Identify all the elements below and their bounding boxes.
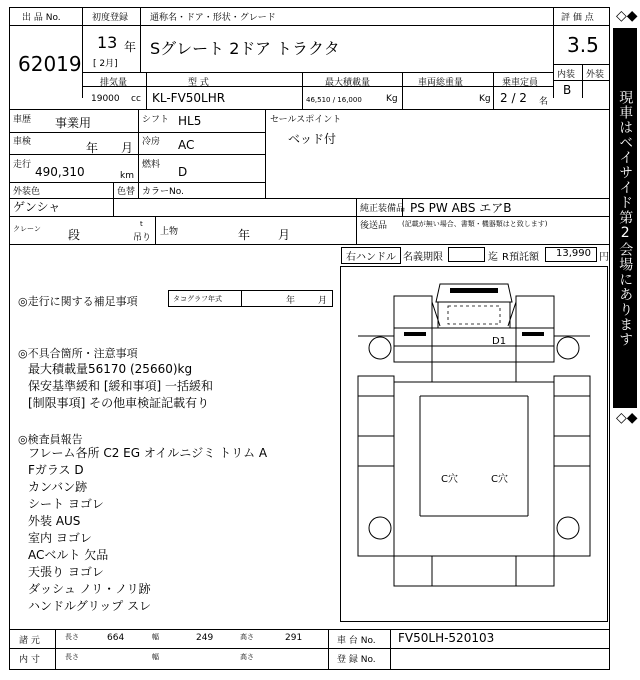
inner-length-label: 長さ — [65, 653, 79, 661]
defect-label: ◎不具合箇所・注意事項 — [18, 347, 138, 360]
defect-line: [制限事項] その他車検証記載有り — [28, 396, 210, 410]
inspection-year: 年 — [86, 141, 99, 155]
crane-label: クレーン — [13, 225, 41, 233]
rule — [553, 7, 554, 98]
width-label: 幅 — [152, 633, 159, 641]
capacity-value: 2 / 2 — [500, 91, 527, 105]
model-name: Sグレート 2ドア トラクタ — [150, 39, 340, 58]
rule — [9, 216, 356, 217]
rule — [390, 629, 391, 670]
length-value: 664 — [107, 633, 125, 643]
steering-badge: 右ハンドル — [341, 247, 401, 264]
inspector-line: シート ヨゴレ — [28, 497, 104, 511]
inspector-line: フレーム各所 C2 EG オイルニジミ トリム A — [28, 446, 268, 460]
tax-label: R預託額 — [502, 252, 539, 263]
tax-unit: 円 — [599, 252, 609, 263]
inspector-line: Fガラス D — [28, 463, 84, 477]
top-label: 上物 — [160, 227, 179, 237]
max-load-value: 46,510 / 16,000 — [306, 96, 362, 104]
inner-label: 内 寸 — [19, 655, 40, 665]
history-label: 車歴 — [13, 115, 32, 125]
inspector-line: カンバン跡 — [28, 480, 88, 494]
mark-d1: D1 — [492, 336, 507, 347]
rule — [82, 86, 553, 87]
color-label: 外装色 — [13, 187, 41, 197]
inspector-list — [28, 445, 267, 615]
gross-weight-unit: Kg — [479, 94, 491, 104]
name-change-box — [448, 247, 485, 262]
rule — [402, 198, 403, 216]
grade-label: 評 価 点 — [561, 13, 594, 23]
color-change-label: 色替 — [117, 187, 136, 197]
rule — [493, 72, 494, 109]
driving-notes-label: ◎走行に関する補足事項 — [18, 295, 138, 308]
rule — [9, 629, 610, 630]
inspection-month: 月 — [121, 141, 134, 155]
rule — [82, 7, 83, 98]
rule — [146, 72, 147, 109]
reg-year-unit: 年 — [124, 40, 137, 54]
chassis-value: FV50LH-520103 — [398, 631, 495, 645]
mileage-value: 490,310 — [35, 165, 85, 179]
tachograph-year: 年 — [286, 296, 296, 306]
rule — [553, 80, 610, 81]
rule — [356, 198, 357, 244]
rule — [140, 25, 141, 72]
mark-c-left: C穴 — [441, 474, 458, 485]
rule — [241, 290, 242, 306]
inspector-line: ハンドルグリップ スレ — [28, 599, 152, 613]
rule — [356, 216, 610, 217]
shift-value: HL5 — [178, 114, 202, 128]
length-label: 長さ — [65, 633, 79, 641]
fuel-label: 燃料 — [142, 160, 161, 170]
inner-height-label: 高さ — [240, 653, 254, 661]
tax-prefix: 迄 — [488, 252, 498, 263]
lot-label: 出 品 No. — [22, 13, 61, 23]
lot-number: 62019 — [18, 52, 82, 76]
inner-width-label: 幅 — [152, 653, 159, 661]
exterior-label: 外装 — [586, 70, 605, 80]
rule — [113, 182, 114, 216]
spec-label: 諸 元 — [19, 636, 40, 646]
displacement-value: 19000 — [91, 94, 120, 104]
inspection-label: 車検 — [13, 137, 32, 147]
interior-grade: B — [563, 83, 572, 97]
retrofit-note: (記載が無い場合、書類・機器類はと致します) — [402, 220, 548, 228]
venue-banner: 現車はベイサイド第2会場にあります — [613, 28, 637, 408]
rule — [553, 25, 610, 26]
model-code: KL-FV50LHR — [152, 91, 226, 105]
gross-weight-label: 車両総重量 — [418, 78, 464, 88]
max-load-unit: Kg — [386, 94, 398, 104]
inspector-label: ◎検査員報告 — [18, 433, 83, 446]
top-month: 月 — [278, 228, 291, 242]
rule — [82, 25, 553, 26]
ac-label: 冷房 — [142, 137, 161, 147]
defect-line: 保安基準緩和 [緩和事項] 一括緩和 — [28, 379, 213, 393]
crane-step: 段 — [68, 228, 81, 242]
width-value: 249 — [196, 633, 214, 643]
rule — [328, 629, 329, 670]
defect-line: 最大積載量56170 (25660)kg — [28, 362, 193, 376]
side-diamond-top: ◇◆ — [616, 8, 638, 24]
truck-outline-diagram — [340, 266, 608, 622]
capacity-label: 乗車定員 — [502, 78, 539, 88]
tachograph-label: タコグラフ年式 — [173, 295, 222, 303]
first-reg-label: 初度登録 — [92, 13, 129, 23]
sales-point-label: セールスポイント — [270, 115, 342, 125]
registration-label: 登 録 No. — [337, 655, 376, 665]
rule — [9, 109, 610, 110]
model-code-label: 型 式 — [188, 78, 209, 88]
rule — [9, 182, 265, 183]
max-load-label: 最大積載量 — [325, 78, 371, 88]
equipment-value: PS PW ABS エアB — [410, 201, 512, 215]
chassis-label: 車 台 No. — [337, 636, 376, 646]
model-name-label: 通称名・ドア・形状・グレード — [150, 13, 276, 23]
rule — [582, 64, 583, 98]
height-value: 291 — [285, 633, 303, 643]
defect-list — [28, 361, 213, 412]
inspector-line: ACベルト 欠品 — [28, 548, 109, 562]
rule — [55, 629, 56, 670]
rule — [82, 72, 553, 73]
displacement-unit: cc — [131, 94, 141, 104]
retrofit-label: 後送品 — [360, 221, 388, 231]
grade-value: 3.5 — [567, 33, 599, 57]
mark-c-right: C穴 — [491, 474, 508, 485]
rule — [9, 648, 610, 649]
rule — [9, 244, 610, 245]
reg-month: [ 2月] — [93, 59, 118, 69]
interior-label: 内装 — [557, 70, 576, 80]
name-change-label: 名義期限 — [403, 252, 443, 263]
rule — [140, 7, 141, 25]
inspector-line: 外装 AUS — [28, 514, 81, 528]
reg-year: 13 — [97, 33, 118, 52]
height-label: 高さ — [240, 633, 254, 641]
tax-value: 13,990 — [556, 248, 591, 259]
inspector-line: ダッシュ ノリ・ノリ跡 — [28, 582, 151, 596]
side-diamond-bottom: ◇◆ — [616, 410, 638, 426]
equipment-label: 純正装備品 — [360, 204, 406, 214]
rule — [9, 198, 610, 199]
ac-value: AC — [178, 138, 195, 152]
tachograph-month: 月 — [318, 296, 328, 306]
crane-hang: 吊り — [133, 233, 152, 243]
sales-point: ベッド付 — [288, 132, 337, 146]
inspector-line: 室内 ヨゴレ — [28, 531, 92, 545]
rule — [302, 72, 303, 109]
rule — [9, 154, 265, 155]
history-value: 事業用 — [55, 116, 92, 130]
mileage-unit: km — [120, 171, 134, 181]
rule — [265, 109, 266, 198]
rule — [9, 25, 82, 26]
shift-label: シフト — [142, 115, 170, 125]
rule — [155, 216, 156, 244]
rule — [9, 132, 265, 133]
color-code-label: カラーNo. — [142, 187, 184, 197]
top-year: 年 — [238, 228, 251, 242]
fuel-value: D — [178, 165, 188, 179]
rule — [402, 72, 403, 109]
displacement-label: 排気量 — [100, 78, 128, 88]
crane-ton: t — [140, 220, 143, 228]
capacity-unit: 名 — [539, 97, 549, 107]
mileage-label: 走行 — [13, 160, 32, 170]
color-value: ゲンシャ — [13, 200, 61, 214]
inspector-line: 天張り ヨゴレ — [28, 565, 104, 579]
